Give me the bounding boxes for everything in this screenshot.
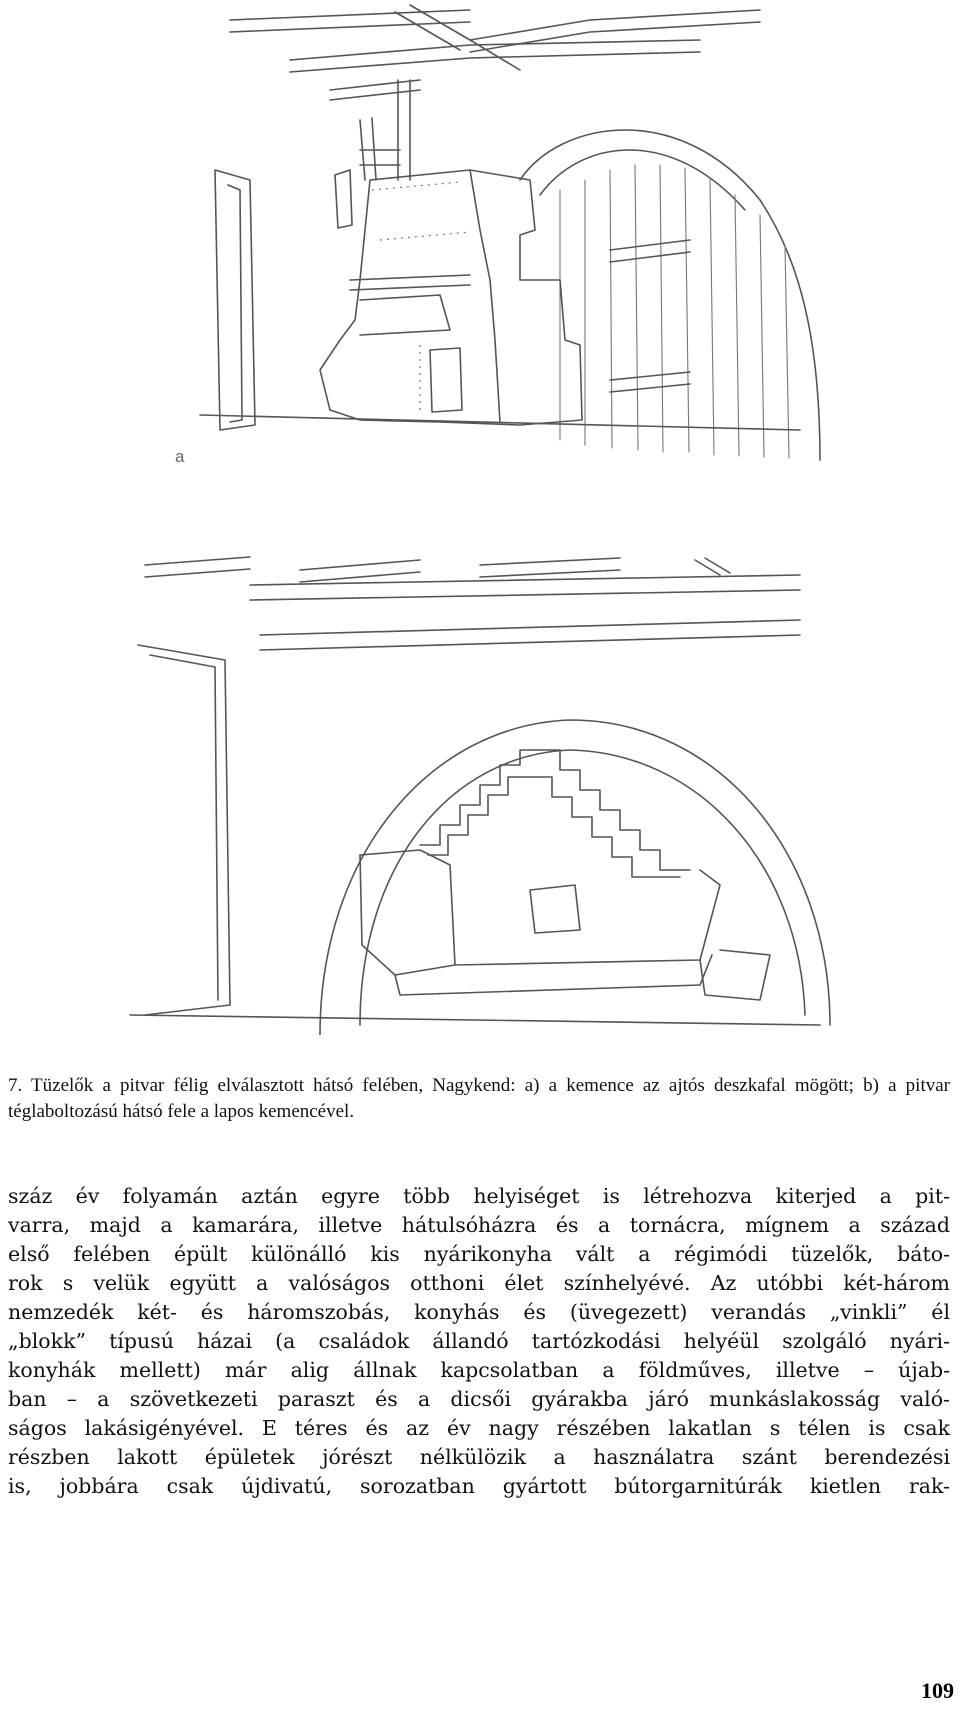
body-line: is, jobbára csak újdivatú, sorozatban gyártott bútorgarnitúrák kietlen rak- <box>8 1474 950 1498</box>
figure-label-a: a <box>175 447 185 466</box>
figure-a-drawing <box>0 0 960 470</box>
body-paragraph <box>8 1182 950 1501</box>
body-line: nemzedék két- és háromszobás, konyhás és (üvegezett) verandás „vinkli” él <box>8 1300 950 1324</box>
figure-b-drawing <box>0 555 960 1035</box>
body-line: varra, majd a kamarára, illetve hátulsóházra és a tornácra, mígnem a század <box>8 1213 950 1237</box>
figure-caption: 7. Tüzelők a pitvar félig elválasztott hátsó felében, Nagykend: a) a kemence az ajtós deszkafal mögött; b) a pitvar téglaboltozású hátsó fele a lapos kemencével. <box>8 1075 950 1122</box>
body-line: száz év folyamán aztán egyre több helyiséget is létrehozva kiterjed a pit- <box>8 1184 950 1208</box>
brick-vault-flat-kemence-sketch <box>0 555 960 1035</box>
body-line: részben lakott épületek jórészt nélkülözik a használatra szánt berendezési <box>8 1445 950 1469</box>
body-line: rok s velük együtt a valóságos otthoni élet színhelyévé. Az utóbbi két-három <box>8 1271 950 1295</box>
body-line: ságos lakásigényével. E téres és az év nagy részében lakatlan s télen is csak <box>8 1416 950 1440</box>
page-number: 109 <box>921 1678 954 1703</box>
body-line: konyhák mellett) már alig állnak kapcsolatban a földműves, illetve – újab- <box>8 1358 950 1382</box>
body-line: „blokk” típusú házai (a családok állandó tartózkodási helyéül szolgáló nyári- <box>8 1329 950 1353</box>
kemence-behind-door-sketch <box>0 0 960 470</box>
body-line: ban – a szövetkezeti paraszt és a dicsői gyárakba járó munkáslakosság való- <box>8 1387 950 1411</box>
body-line: első felében épült különálló kis nyárikonyha vált a régimódi tüzelők, báto- <box>8 1242 950 1266</box>
